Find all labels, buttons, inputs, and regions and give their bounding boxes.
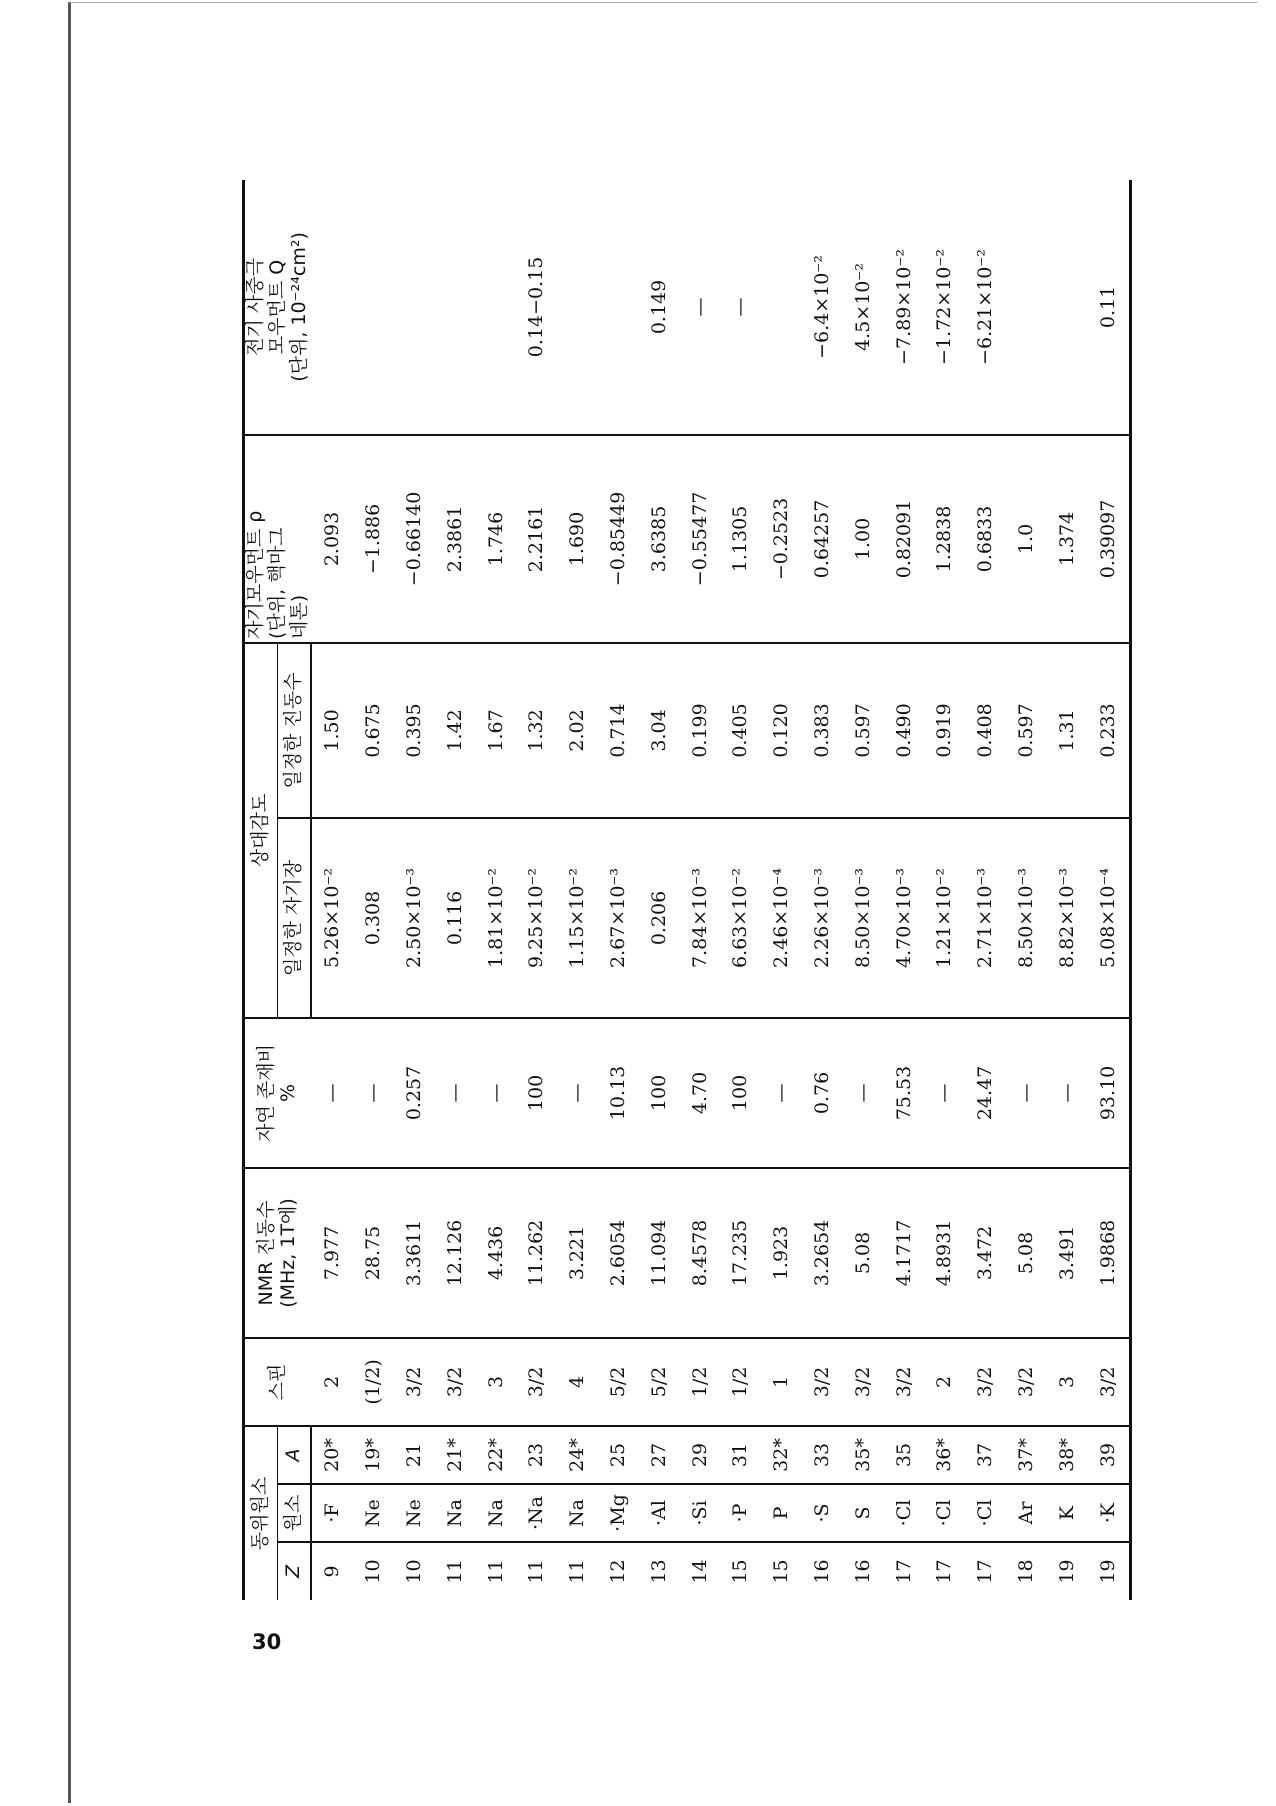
cell-sensitivity-frequency: 1.31 — [1047, 643, 1088, 818]
header-relative-sensitivity: 상대감도 — [244, 643, 278, 1018]
cell-spin: 3/2 — [1087, 1338, 1130, 1426]
nmr-active-marker: · — [729, 1516, 752, 1523]
cell-nmr-frequency: 3.221 — [557, 1168, 598, 1338]
cell-spin: 4 — [557, 1338, 598, 1426]
nmr-active-marker: · — [974, 1520, 997, 1527]
cell-a: 33 — [802, 1426, 843, 1484]
table-row — [842, 180, 883, 1600]
cell-spin: 2 — [311, 1338, 353, 1426]
cell-spin: 5/2 — [638, 1338, 679, 1426]
cell-z: 19 — [1055, 1559, 1078, 1584]
header-abundance-line2: % — [276, 1083, 299, 1102]
cell-element: Ar — [1006, 1484, 1047, 1542]
cell-spin: 3/2 — [394, 1338, 435, 1426]
nmr-active-marker: · — [321, 1516, 344, 1523]
header-z: Z — [277, 1542, 310, 1600]
cell-sensitivity-field: 2.71×10⁻³ — [965, 818, 1006, 1018]
cell-z: 11 — [566, 1559, 589, 1584]
cell-sensitivity-frequency: 0.597 — [842, 643, 883, 818]
cell-abundance: 10.13 — [598, 1018, 639, 1168]
cell-a: 27 — [638, 1426, 679, 1484]
table-row — [883, 180, 924, 1600]
cell-z: 12 — [606, 1559, 629, 1584]
element-symbol: Na — [525, 1496, 548, 1524]
cell-spin: 1/2 — [720, 1338, 761, 1426]
cell-nmr-frequency: 11.094 — [638, 1168, 679, 1338]
cell-sensitivity-field: 0.206 — [638, 818, 679, 1018]
cell-spin: 3/2 — [802, 1338, 843, 1426]
cell-magnetic-moment: 0.64257 — [802, 435, 843, 643]
cell-spin: 3/2 — [1006, 1338, 1047, 1426]
element-symbol: Si — [688, 1500, 711, 1520]
cell-quadrupole-moment: −1.72×10⁻² — [924, 180, 965, 435]
cell-a: 21 — [394, 1426, 435, 1484]
cell-nmr-frequency: 5.08 — [1006, 1168, 1047, 1338]
header-quad-line1: 전기 사중극 — [244, 258, 266, 356]
cell-element: Na — [557, 1484, 598, 1542]
table-row — [965, 180, 1006, 1600]
cell-quadrupole-moment — [761, 180, 802, 435]
cell-spin: 3 — [1047, 1338, 1088, 1426]
cell-a: 25 — [598, 1426, 639, 1484]
element-symbol: P — [729, 1503, 752, 1517]
cell-sensitivity-frequency: 0.120 — [761, 643, 802, 818]
page-number: 30 — [252, 1630, 282, 1654]
cell-sensitivity-field: 1.15×10⁻² — [557, 818, 598, 1018]
cell-z: 17 — [974, 1559, 997, 1584]
cell-sensitivity-frequency: 0.405 — [720, 643, 761, 818]
cell-sensitivity-field: 5.26×10⁻² — [311, 818, 353, 1018]
table-row — [1047, 180, 1088, 1600]
table-box — [242, 180, 1120, 1600]
cell-element — [598, 1484, 639, 1542]
nmr-active-marker: · — [1097, 1517, 1120, 1524]
table-row — [720, 180, 761, 1600]
cell-nmr-frequency: 12.126 — [434, 1168, 475, 1338]
cell-a: 35* — [842, 1426, 883, 1484]
cell-quadrupole-moment: — — [720, 180, 761, 435]
cell-magnetic-moment: −0.55477 — [679, 435, 720, 643]
cell-spin: 1 — [761, 1338, 802, 1426]
cell-quadrupole-moment — [434, 180, 475, 435]
cell-z: 10 — [362, 1559, 385, 1584]
header-moment-line1: 자기모우먼트 ρ — [244, 510, 266, 639]
cell-z: 15 — [729, 1559, 752, 1584]
cell-element: K — [1047, 1484, 1088, 1542]
cell-abundance: — — [761, 1018, 802, 1168]
cell-magnetic-moment: 0.39097 — [1087, 435, 1130, 643]
cell-quadrupole-moment: 0.14−0.15 — [516, 180, 557, 435]
table-row — [802, 180, 843, 1600]
cell-sensitivity-frequency: 0.233 — [1087, 643, 1130, 818]
cell-quadrupole-moment — [475, 180, 516, 435]
cell-sensitivity-frequency: 0.395 — [394, 643, 435, 818]
cell-element — [802, 1484, 843, 1542]
cell-spin: 3 — [475, 1338, 516, 1426]
cell-element — [720, 1484, 761, 1542]
header-magnetic-moment — [244, 435, 311, 643]
cell-sensitivity-field: 1.21×10⁻² — [924, 818, 965, 1018]
cell-magnetic-moment: 1.2838 — [924, 435, 965, 643]
header-moment-line3: 네톤) — [287, 594, 310, 639]
cell-abundance: 100 — [720, 1018, 761, 1168]
cell-abundance: — — [1006, 1018, 1047, 1168]
cell-nmr-frequency: 4.1717 — [883, 1168, 924, 1338]
cell-sensitivity-frequency: 3.04 — [638, 643, 679, 818]
cell-sensitivity-frequency: 0.714 — [598, 643, 639, 818]
cell-magnetic-moment: 0.82091 — [883, 435, 924, 643]
cell-magnetic-moment: 3.6385 — [638, 435, 679, 643]
cell-quadrupole-moment — [598, 180, 639, 435]
element-symbol: Cl — [892, 1499, 915, 1521]
cell-nmr-frequency: 7.977 — [311, 1168, 353, 1338]
cell-nmr-frequency: 11.262 — [516, 1168, 557, 1338]
nmr-isotope-table — [242, 180, 1132, 1600]
cell-quadrupole-moment: 4.5×10⁻² — [842, 180, 883, 435]
cell-nmr-frequency: 2.6054 — [598, 1168, 639, 1338]
cell-element — [516, 1484, 557, 1542]
cell-sensitivity-frequency: 1.67 — [475, 643, 516, 818]
cell-element: Na — [475, 1484, 516, 1542]
cell-nmr-frequency: 5.08 — [842, 1168, 883, 1338]
cell-quadrupole-moment — [1006, 180, 1047, 435]
cell-magnetic-moment: 0.6833 — [965, 435, 1006, 643]
table-row — [516, 180, 557, 1600]
cell-a: 23 — [516, 1426, 557, 1484]
table-row — [638, 180, 679, 1600]
cell-nmr-frequency: 1.9868 — [1087, 1168, 1130, 1338]
cell-abundance: — — [475, 1018, 516, 1168]
cell-abundance: 4.70 — [679, 1018, 720, 1168]
cell-sensitivity-field: 0.308 — [353, 818, 394, 1018]
cell-z: 19 — [1097, 1559, 1120, 1584]
cell-magnetic-moment: 2.3861 — [434, 435, 475, 643]
cell-sensitivity-field: 0.116 — [434, 818, 475, 1018]
table-row — [679, 180, 720, 1600]
cell-z: 13 — [647, 1559, 670, 1584]
table-body — [311, 180, 1131, 1600]
cell-abundance: 100 — [638, 1018, 679, 1168]
cell-spin: 3/2 — [842, 1338, 883, 1426]
cell-element: P — [761, 1484, 802, 1542]
table-row — [311, 180, 353, 1600]
cell-quadrupole-moment: −7.89×10⁻² — [883, 180, 924, 435]
header-quad-line2: 모우먼트 Q — [265, 259, 288, 355]
cell-nmr-frequency: 4.436 — [475, 1168, 516, 1338]
table-row — [557, 180, 598, 1600]
nmr-active-marker: · — [688, 1519, 711, 1526]
cell-magnetic-moment: −0.2523 — [761, 435, 802, 643]
cell-sensitivity-frequency: 0.490 — [883, 643, 924, 818]
cell-quadrupole-moment: −6.21×10⁻² — [965, 180, 1006, 435]
cell-a: 31 — [720, 1426, 761, 1484]
header-nmr-frequency — [244, 1168, 311, 1338]
cell-magnetic-moment: 1.690 — [557, 435, 598, 643]
cell-quadrupole-moment: 0.11 — [1087, 180, 1130, 435]
cell-a: 37 — [965, 1426, 1006, 1484]
cell-spin: (1/2) — [353, 1338, 394, 1426]
element-symbol: Cl — [933, 1499, 956, 1521]
cell-a: 38* — [1047, 1426, 1088, 1484]
cell-quadrupole-moment — [1047, 180, 1088, 435]
cell-abundance: — — [842, 1018, 883, 1168]
cell-element — [311, 1484, 353, 1542]
cell-element — [924, 1484, 965, 1542]
cell-sensitivity-field: 5.08×10⁻⁴ — [1087, 818, 1130, 1018]
cell-a: 20* — [311, 1426, 353, 1484]
cell-nmr-frequency: 17.235 — [720, 1168, 761, 1338]
cell-sensitivity-frequency: 0.383 — [802, 643, 843, 818]
cell-sensitivity-frequency: 2.02 — [557, 643, 598, 818]
table-row — [598, 180, 639, 1600]
element-symbol: Mg — [606, 1494, 629, 1526]
cell-magnetic-moment: −0.85449 — [598, 435, 639, 643]
cell-sensitivity-field: 2.26×10⁻³ — [802, 818, 843, 1018]
cell-sensitivity-field: 8.50×10⁻³ — [1006, 818, 1047, 1018]
cell-element — [679, 1484, 720, 1542]
cell-spin: 3/2 — [434, 1338, 475, 1426]
cell-sensitivity-field: 9.25×10⁻² — [516, 818, 557, 1018]
header-spin: 스핀 — [244, 1338, 311, 1426]
cell-nmr-frequency: 1.923 — [761, 1168, 802, 1338]
cell-sensitivity-frequency: 0.408 — [965, 643, 1006, 818]
nmr-active-marker: · — [811, 1516, 834, 1523]
cell-sensitivity-frequency: 0.675 — [353, 643, 394, 818]
cell-a: 35 — [883, 1426, 924, 1484]
cell-a: 36* — [924, 1426, 965, 1484]
cell-magnetic-moment: −1.886 — [353, 435, 394, 643]
cell-abundance: — — [557, 1018, 598, 1168]
cell-abundance: — — [311, 1018, 353, 1168]
cell-element — [883, 1484, 924, 1542]
cell-spin: 5/2 — [598, 1338, 639, 1426]
cell-sensitivity-frequency: 0.597 — [1006, 643, 1047, 818]
cell-abundance: — — [434, 1018, 475, 1168]
cell-spin: 3/2 — [883, 1338, 924, 1426]
cell-magnetic-moment: 1.0 — [1006, 435, 1047, 643]
table-row — [394, 180, 435, 1600]
header-isotope: 동위원소 — [244, 1426, 278, 1600]
cell-a: 22* — [475, 1426, 516, 1484]
cell-a: 39 — [1087, 1426, 1130, 1484]
cell-z: 17 — [892, 1559, 915, 1584]
table-row — [761, 180, 802, 1600]
header-quadrupole-moment — [244, 180, 311, 435]
cell-sensitivity-field: 4.70×10⁻³ — [883, 818, 924, 1018]
cell-nmr-frequency: 4.8931 — [924, 1168, 965, 1338]
cell-z: 15 — [770, 1559, 793, 1584]
cell-sensitivity-field: 7.84×10⁻³ — [679, 818, 720, 1018]
element-symbol: S — [811, 1503, 834, 1517]
header-abundance-line1: 자연 존재비 — [254, 1044, 277, 1142]
header-constant-field: 일정한 자기장 — [277, 818, 310, 1018]
cell-z: 11 — [525, 1559, 548, 1584]
cell-magnetic-moment: 2.2161 — [516, 435, 557, 643]
cell-spin: 2 — [924, 1338, 965, 1426]
cell-sensitivity-field: 8.50×10⁻³ — [842, 818, 883, 1018]
cell-magnetic-moment: −0.66140 — [394, 435, 435, 643]
cell-magnetic-moment: 1.1305 — [720, 435, 761, 643]
cell-nmr-frequency: 28.75 — [353, 1168, 394, 1338]
cell-abundance: 0.257 — [394, 1018, 435, 1168]
table-row — [924, 180, 965, 1600]
cell-element: Na — [434, 1484, 475, 1542]
cell-element: S — [842, 1484, 883, 1542]
cell-element — [1087, 1484, 1130, 1542]
cell-nmr-frequency: 8.4578 — [679, 1168, 720, 1338]
cell-sensitivity-field: 8.82×10⁻³ — [1047, 818, 1088, 1018]
cell-a: 21* — [434, 1426, 475, 1484]
cell-magnetic-moment: 1.746 — [475, 435, 516, 643]
cell-nmr-frequency: 3.2654 — [802, 1168, 843, 1338]
cell-abundance: 75.53 — [883, 1018, 924, 1168]
nmr-active-marker: · — [525, 1523, 548, 1530]
header-nmr-line2: (MHz, 1T에) — [276, 1198, 299, 1308]
element-symbol: Cl — [974, 1499, 997, 1521]
cell-z: 11 — [443, 1559, 466, 1584]
header-element: 원소 — [277, 1484, 310, 1542]
cell-spin: 3/2 — [516, 1338, 557, 1426]
cell-sensitivity-frequency: 0.199 — [679, 643, 720, 818]
cell-element — [638, 1484, 679, 1542]
cell-z: 10 — [402, 1559, 425, 1584]
cell-quadrupole-moment — [353, 180, 394, 435]
cell-a: 32* — [761, 1426, 802, 1484]
nmr-active-marker: · — [606, 1525, 629, 1532]
cell-z: 11 — [484, 1559, 507, 1584]
cell-z: 14 — [688, 1559, 711, 1584]
cell-a: 24* — [557, 1426, 598, 1484]
header-constant-frequency: 일정한 진동수 — [277, 643, 310, 818]
cell-quadrupole-moment: — — [679, 180, 720, 435]
cell-z: 9 — [321, 1565, 344, 1578]
nmr-active-marker: · — [892, 1520, 915, 1527]
cell-z: 16 — [851, 1559, 874, 1584]
cell-sensitivity-frequency: 1.42 — [434, 643, 475, 818]
cell-element: Ne — [394, 1484, 435, 1542]
nmr-active-marker: · — [933, 1520, 956, 1527]
cell-abundance: — — [353, 1018, 394, 1168]
cell-spin: 1/2 — [679, 1338, 720, 1426]
cell-z: 18 — [1015, 1559, 1038, 1584]
cell-sensitivity-field: 2.50×10⁻³ — [394, 818, 435, 1018]
header-moment-line2: (단위, 핵마그 — [265, 527, 288, 639]
cell-abundance: 0.76 — [802, 1018, 843, 1168]
header-row-1 — [244, 180, 278, 1600]
header-nmr-line1: NMR 진동수 — [254, 1200, 277, 1306]
cell-sensitivity-frequency: 1.50 — [311, 643, 353, 818]
rotated-table-wrapper — [242, 180, 1120, 1600]
cell-sensitivity-frequency: 1.32 — [516, 643, 557, 818]
cell-abundance: 100 — [516, 1018, 557, 1168]
cell-a: 29 — [679, 1426, 720, 1484]
nmr-active-marker: · — [647, 1519, 670, 1526]
element-symbol: F — [321, 1503, 344, 1517]
cell-nmr-frequency: 3.491 — [1047, 1168, 1088, 1338]
cell-a: 37* — [1006, 1426, 1047, 1484]
cell-sensitivity-field: 6.63×10⁻² — [720, 818, 761, 1018]
table-row — [1006, 180, 1047, 1600]
cell-quadrupole-moment — [311, 180, 353, 435]
element-symbol: Al — [647, 1500, 670, 1520]
cell-magnetic-moment: 2.093 — [311, 435, 353, 643]
cell-abundance: — — [1047, 1018, 1088, 1168]
header-natural-abundance — [244, 1018, 311, 1168]
cell-sensitivity-field: 1.81×10⁻² — [475, 818, 516, 1018]
cell-sensitivity-frequency: 0.919 — [924, 643, 965, 818]
header-quad-line3: (단위, 10⁻²⁴cm²) — [287, 232, 310, 382]
table-row — [434, 180, 475, 1600]
cell-abundance: 24.47 — [965, 1018, 1006, 1168]
cell-quadrupole-moment: −6.4×10⁻² — [802, 180, 843, 435]
cell-nmr-frequency: 3.3611 — [394, 1168, 435, 1338]
cell-a: 19* — [353, 1426, 394, 1484]
cell-quadrupole-moment — [557, 180, 598, 435]
cell-magnetic-moment: 1.00 — [842, 435, 883, 643]
element-symbol: K — [1097, 1502, 1120, 1518]
cell-nmr-frequency: 3.472 — [965, 1168, 1006, 1338]
cell-z: 16 — [811, 1559, 834, 1584]
cell-abundance: 93.10 — [1087, 1018, 1130, 1168]
table-row — [353, 180, 394, 1600]
cell-element: Ne — [353, 1484, 394, 1542]
header-a: A — [277, 1426, 310, 1484]
cell-sensitivity-field: 2.67×10⁻³ — [598, 818, 639, 1018]
cell-abundance: — — [924, 1018, 965, 1168]
cell-quadrupole-moment: 0.149 — [638, 180, 679, 435]
cell-spin: 3/2 — [965, 1338, 1006, 1426]
table-row — [475, 180, 516, 1600]
cell-z: 17 — [933, 1559, 956, 1584]
cell-magnetic-moment: 1.374 — [1047, 435, 1088, 643]
cell-element — [965, 1484, 1006, 1542]
cell-sensitivity-field: 2.46×10⁻⁴ — [761, 818, 802, 1018]
table-row — [1087, 180, 1130, 1600]
cell-quadrupole-moment — [394, 180, 435, 435]
